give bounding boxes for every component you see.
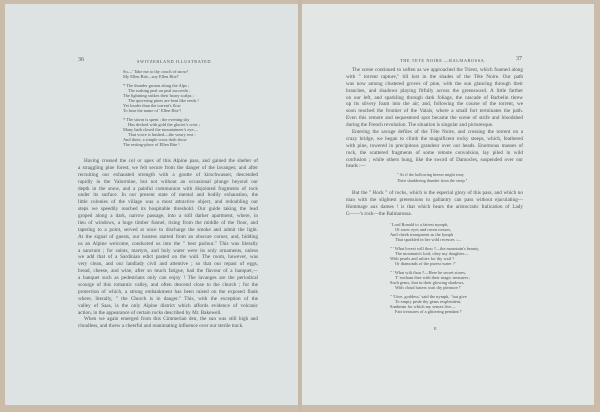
text-line: recruiting our exhausted strength with a goutte of kirschwasser, descended: [78, 171, 258, 178]
right-poem: [390, 222, 479, 314]
verse-line: The mountain's lord, obey my daughter—: [395, 251, 469, 256]
text-line: The scene continued to soften as we approached the Trient, which foamed along: [352, 67, 523, 73]
text-line: little colonies of the village was a most attractive object, and redoubling our: [78, 199, 258, 206]
text-line: man with the slightest pretensions to gallantry can pass without ejaculating—: [346, 196, 523, 203]
left-body-text: [78, 158, 258, 330]
verse-line: * The thunder groans along the Alps ;: [123, 83, 190, 88]
page-number-right: 37: [516, 56, 522, 62]
quote-line: " As if the hollowing breeze might stray: [397, 172, 464, 177]
verse-line: T' enchant thee with their magic treasures ;: [395, 275, 471, 280]
text-line: Having crossed the col or apex of this Alpine pass, and gained the shelter of: [84, 158, 258, 164]
verse-line: Fair treasures of a glittering pendant !': [395, 309, 463, 314]
right-body-text-2: [346, 190, 523, 218]
right-quote: [397, 172, 467, 183]
text-line: soon reached the frontier of the Valais, where a small fort terminates the path.: [346, 108, 523, 115]
verse-line: My Ellen Bite—my Ellen Bite!': [123, 74, 179, 79]
verse-line: That sparkled in her wild recesses :—: [395, 237, 462, 242]
text-line: with pine, towered in precipitous grandeur over our heads. Enormous masses of: [346, 142, 523, 149]
text-line: was now among clustered groves of pine, with the sun glancing through their: [346, 80, 523, 87]
running-head-right: THE TETE NOIRE.—BALMAROSSA.: [400, 58, 487, 63]
text-line: scourge of this romantic valley, and often descend close to the church ; for the: [78, 282, 258, 289]
verse-line: To hear the name of ' Ellen Bite'!: [123, 108, 181, 113]
verse-line: ' Lord Ronald to a fairest nymph,: [390, 222, 449, 227]
text-line: we add that of a Sardinian edict pasted on the wall. The room, however, was: [78, 254, 258, 261]
verse-line: The rushing peal on peal succeeds ;: [128, 88, 191, 93]
text-line: Hommage aux dames ! is that which bears the aristocratic Italication of Lady: [346, 203, 523, 210]
text-line: during the French revolution. The situation is singular and picturesque.: [346, 122, 494, 129]
text-line: At the signal of guests, our hostess started from an obscure corner, and, bidding: [78, 233, 258, 240]
text-line: up its silvery foam into the air; and, following the course of the torrent, we: [346, 101, 523, 108]
text-line: valley of Saas, is the only Alpine district which affords evidence of volcanic: [78, 302, 258, 309]
text-line: bread, cheese, and wine, after so much fatigue, had the flavour of a banquet,—: [78, 268, 258, 275]
text-line: us an Alpine welcome, conducted us into the " best parlour." This was literally: [78, 240, 258, 247]
text-line: Even this remote and sequestered spot became the scene of strife and bloodshed: [346, 115, 523, 122]
text-line: But the " Rock " of rocks, which is the especial glory of this pass, and which no: [352, 190, 523, 196]
verse-line: The resting-place of Ellen Bite !: [123, 142, 180, 147]
text-line: Entering the savage defiles of the Tête Noire, and crossing the torrent on a: [352, 129, 523, 136]
text-line: a straggling pine forest, we felt secure from the danger of the lavanges; and after: [78, 164, 258, 171]
verse-line: To empty pride thy gems resplendent,: [395, 299, 462, 304]
book-gutter: [298, 0, 302, 412]
verse-line: That voice is hushed—the weary rest ;: [128, 132, 196, 137]
text-line: confusion ; while others hung, like the sword of Damocles, suspended over our: [346, 156, 523, 163]
verse-line: And there, a simple cross doth show: [123, 137, 187, 142]
text-line: crazy bridge, we began to climb the magnificent rocky steeps, which, feathered: [346, 135, 523, 142]
text-line: branches, and shadows playing fitfully across the greensward. A little farther: [346, 87, 523, 94]
verse-line: " ' What wilt thou ?—Here be secret stores,: [390, 270, 467, 275]
text-line: rock, the scattered fragments of some remote convulsion, lay piled in wild: [346, 149, 523, 156]
verse-line: * The storm is spent ; the evening sky: [123, 117, 190, 122]
text-line: rapidly in the Valormine, but not without an occasional plunge beyond our: [78, 178, 258, 185]
verse-line: Of snow eyes and raven tresses,: [395, 227, 452, 232]
verse-line: Or diamonds of the purest water ?': [395, 261, 456, 266]
right-body-text: [346, 67, 523, 170]
verse-line: Such gems, that in their glowing shadows,: [390, 280, 465, 285]
text-line: steps we speedily reached its hospitable threshold. Our guide taking the lead: [78, 206, 258, 213]
text-line: groped along a dark, narrow passage, into a still darker apartment, where, in: [78, 213, 258, 220]
text-line: under its surface. In our present state of mental and bodily exhaustion, the: [78, 192, 258, 199]
text-line: where, literally, " the Church is in danger." This, with the exception of the: [78, 295, 258, 302]
verse-line: " ' What lovest will thou ?—the mountain's beauty,: [390, 246, 480, 251]
text-line: cloudless, and threw a cheerful and reanimating influence over our sterile track.: [78, 323, 244, 330]
verse-line: Has decked with gold the glacier's crest ;: [128, 122, 200, 127]
text-line: action, in the appearance of certain rocks described by Mr. Bakewell.: [78, 309, 222, 316]
running-head-left: SWITZERLAND ILLUSTRATED: [137, 59, 212, 64]
text-line: When we again emerged from this Cimmerian den, the sun was still high and: [84, 316, 258, 323]
verse-line: With pearls and rubies for thy wail ?: [390, 256, 455, 261]
text-line: a sanctum ; for saints, martyrs, and holy water were its only ornaments, unless: [78, 247, 258, 254]
text-line: protection of which, a strong embankment has been raised on the exposed flank: [78, 288, 258, 295]
verse-line: With cloud lasters wait thy pleasure !': [395, 285, 462, 290]
quote-line: Their shuddering thunder from the steep.": [397, 177, 468, 183]
text-line: G——'s rock—the Balmarossa.: [346, 210, 412, 217]
verse-line: " 'Give, goddess,' said the nymph, ' but give: [390, 294, 467, 299]
verse-line: Yet louder than the torrent's flow: [123, 103, 181, 108]
text-line: on our left, and sparkling through dark foliage, the cascade of Barbelin threw: [346, 94, 523, 101]
verse-line: The lightning strikes their hoary scalps ;: [123, 93, 194, 98]
signature-mark: E: [434, 326, 437, 331]
text-line: a banquet such as pedestrians only can enjoy ! The lavanges are the periodical: [78, 275, 258, 282]
page-number-left: 36: [78, 57, 84, 63]
text-line: heads :—: [346, 163, 366, 170]
text-line: with " torrent rapture," till lost in the shades of the Tête Noire. Our path: [346, 73, 523, 80]
text-line: very clean, and our landlady civil and attentive ; so that our repast of eggs,: [78, 261, 258, 268]
verse-line: Many hath closed the mountaineer's eye—: [123, 127, 198, 132]
verse-line: The quivering pines are bent like reeds !: [128, 98, 199, 103]
text-line: depth in the snow, and a painful communion with disjointed fragments of rock: [78, 185, 258, 192]
verse-line: Sunbeam for which my senses live—: [390, 304, 456, 309]
verse-line: And cheek transparent as the lymph: [390, 232, 454, 237]
left-poem: [123, 69, 200, 147]
text-line: tapering to a point, served at once to discharge the smoke and admit the light.: [78, 226, 258, 233]
verse-line: So—' Take me to thy couch of snow!: [123, 69, 189, 74]
text-line: lieu of windows, a huge timber funnel, rising from the middle of the floor, and: [78, 220, 258, 227]
